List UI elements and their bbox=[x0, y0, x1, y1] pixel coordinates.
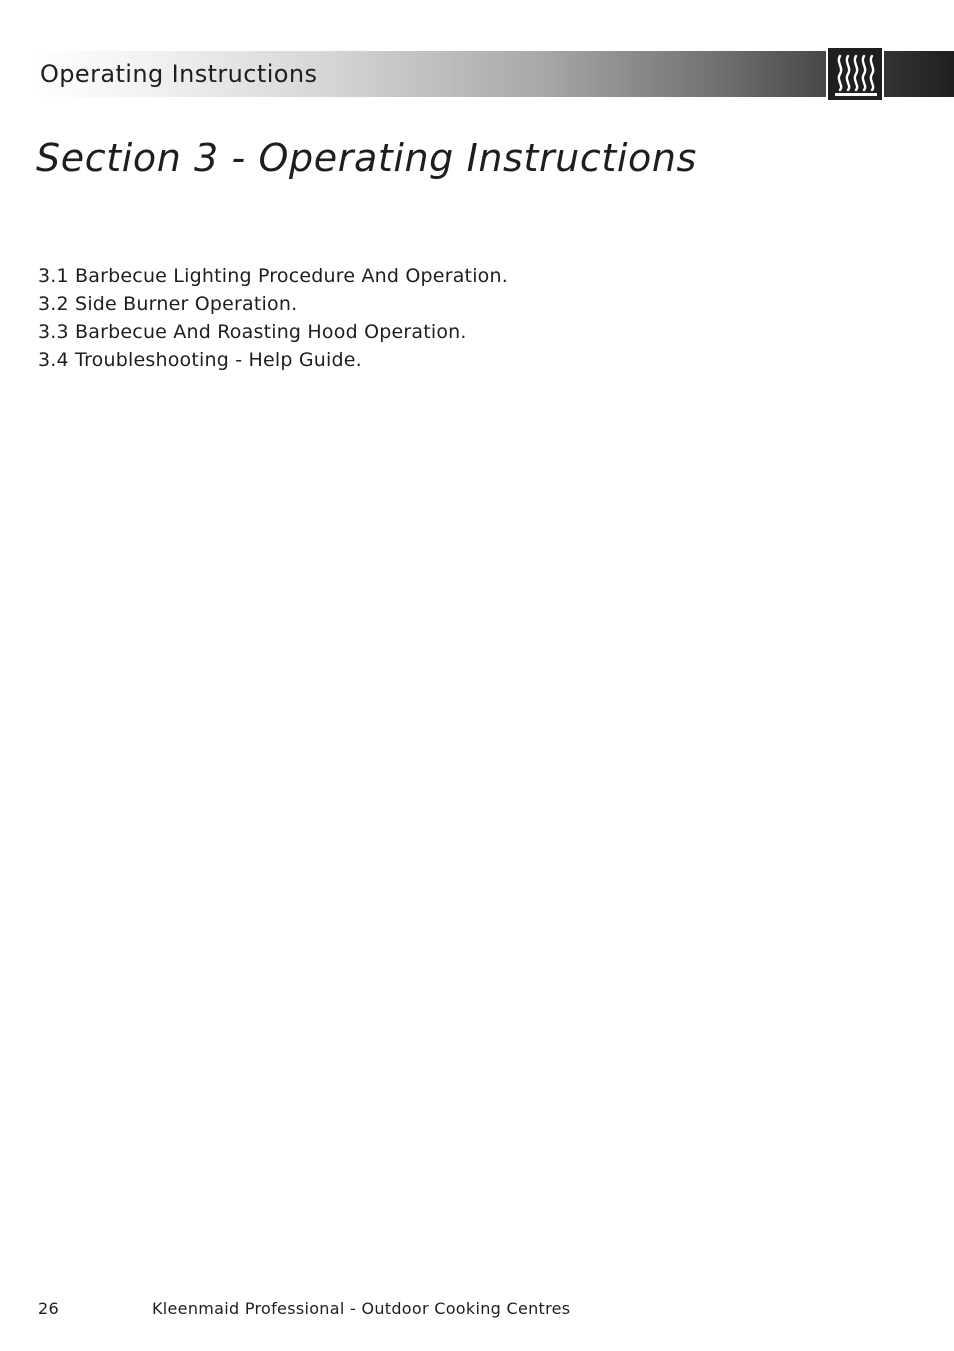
toc-item: 3.2 Side Burner Operation. bbox=[38, 293, 298, 315]
toc-item: 3.3 Barbecue And Roasting Hood Operation. bbox=[38, 321, 467, 343]
toc-item: 3.1 Barbecue Lighting Procedure And Operation. bbox=[38, 265, 508, 287]
footer-page-number: 26 bbox=[38, 1299, 59, 1318]
header-icon-box bbox=[826, 46, 884, 102]
heat-waves-icon bbox=[828, 48, 882, 100]
section-title: Section 3 - Operating Instructions bbox=[36, 136, 697, 180]
toc-item: 3.4 Troubleshooting - Help Guide. bbox=[38, 349, 362, 371]
footer-document-title: Kleenmaid Professional - Outdoor Cooking Centres bbox=[152, 1299, 571, 1318]
table-of-contents bbox=[38, 262, 508, 374]
header-title: Operating Instructions bbox=[40, 60, 318, 88]
